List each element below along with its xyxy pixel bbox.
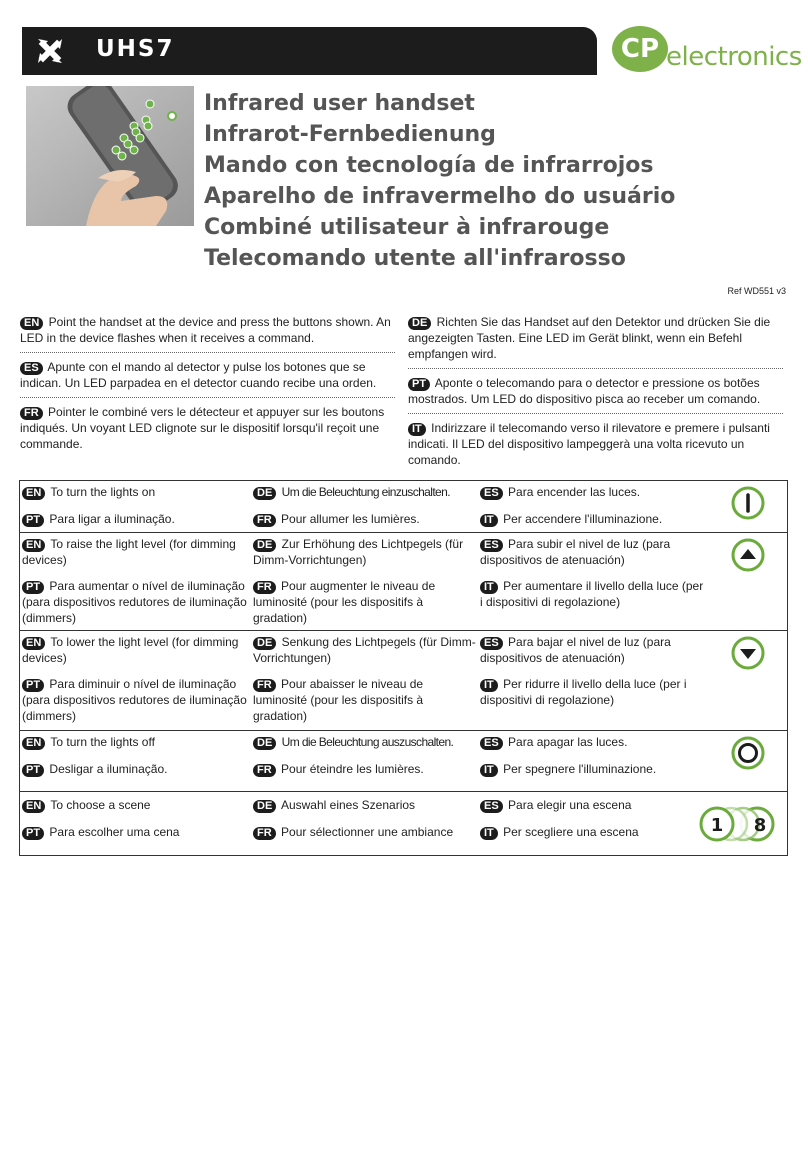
cell-text: Para escolher uma cena [49,825,180,839]
lang-badge: ES [480,637,503,650]
cell-text: Per ridurre il livello della luce (per i dispositivi di regolazione) [480,677,687,707]
title-fr: Combiné utilisateur à infrarouge [204,215,610,240]
cell-it [480,673,712,728]
cell-text: Desligar a iluminação. [49,762,168,776]
intro-right-column [408,314,783,480]
cell-text: Per scegliere una escena [503,825,639,839]
cell-text: Pour sélectionner une ambiance [281,825,454,839]
title-it: Telecomando utente all'infrarosso [204,246,626,271]
intro-left-column [20,314,395,464]
instruction-table [19,480,788,856]
cell-text: Senkung des Lichtpegels (für Dimm-Vorrichtungen) [253,635,476,665]
lang-badge: IT [480,827,498,840]
cell-fr [253,575,480,630]
cell-es [480,794,712,817]
intro-item-it [408,420,783,474]
cell-text: Per aumentare il livello della luce (per i dispositivi di regolazione) [480,579,704,609]
scene-first-label: 1 [710,815,724,836]
remote-cross-icon [34,35,66,67]
cell-it [480,821,712,844]
cell-text: Pour éteindre les lumières. [281,762,424,776]
lang-badge: ES [480,737,503,750]
arrow-down-icon [731,636,765,670]
cell-en [22,533,253,572]
table-row-scene [20,792,787,855]
power-on-icon [731,486,765,520]
lang-badge: DE [253,539,276,552]
cell-de [253,481,480,504]
table-row-lights-on [20,481,787,533]
lang-badge: EN [22,737,45,750]
lang-badge: EN [22,539,45,552]
intro-item-pt [408,375,783,414]
table-row-lower-level [20,631,787,731]
cell-pt [22,508,253,531]
cell-text: To choose a scene [50,798,151,812]
lang-badge: FR [253,581,276,594]
cell-text: Para elegir una escena [508,798,632,812]
document-ref: Ref WD551 v3 [727,286,786,296]
cell-pt [22,758,253,781]
cell-text: Para subir el nivel de luz (para dispositivos de atenuación) [480,537,671,567]
cell-it [480,575,712,630]
lang-badge: DE [253,487,276,500]
lang-badge: DE [408,317,431,330]
cell-en [22,794,253,817]
lang-badge: DE [253,737,276,750]
title-pt: Aparelho de infravermelho do usuário [204,184,676,209]
cell-de [253,731,480,754]
cell-fr [253,758,480,781]
intro-text: Pointer le combiné vers le détecteur et appuyer sur les boutons indiqués. Un voyant LED clignote sur le dispositif lorsqu'il reçoit une commande. [20,405,385,451]
lang-badge: IT [480,581,498,594]
cell-text: To lower the light level (for dimming devices) [22,635,239,665]
lang-badge: EN [22,487,45,500]
cell-es [480,533,712,572]
intro-item-es [20,359,395,398]
cell-fr [253,508,480,531]
lang-badge: ES [20,362,43,375]
intro-text: Indirizzare il telecomando verso il rilevatore e premere i pulsanti indicati. Il LED del dispositivo lampeggerà una volta ricevuto un comando. [408,421,770,467]
cell-text: To turn the lights on [50,485,156,499]
lang-badge: PT [22,581,44,594]
intro-text: Aponte o telecomando para o detector e pressione os botões mostrados. Um LED do dispositivo pisca ao receber um comando. [408,376,761,406]
lang-badge: ES [480,539,503,552]
intro-item-fr [20,404,395,458]
cell-text: Um die Beleuchtung einzuschalten. [281,485,450,499]
cell-it [480,508,712,531]
cell-pt [22,821,253,844]
cell-it [480,758,712,781]
cell-fr [253,821,480,844]
title-list [204,88,675,274]
cell-en [22,631,253,670]
lang-badge: DE [253,637,276,650]
cell-text: Para bajar el nivel de luz (para dispositivos de atenuación) [480,635,671,665]
lang-badge: FR [253,514,276,527]
cell-en [22,731,253,754]
lang-badge: PT [22,764,44,777]
cell-text: Per spegnere l'illuminazione. [503,762,657,776]
power-off-icon [731,736,765,770]
lang-badge: PT [22,827,44,840]
cell-text: Para aumentar o nível de iluminação (para dispositivos redutores de iluminação (dimmers) [22,579,247,625]
table-row-raise-level [20,533,787,631]
title-de: Infrarot-Fernbedienung [204,122,496,147]
cell-text: Pour abaisser le niveau de luminosité (pour les dispositifs à gradation) [253,677,424,723]
cell-de [253,631,480,670]
cell-text: Auswahl eines Szenarios [280,798,416,812]
logo-text: electronics [666,42,802,72]
lang-badge: ES [480,800,503,813]
cell-es [480,631,712,670]
title-es: Mando con tecnología de infrarrojos [204,153,654,178]
intro-item-en [20,314,395,353]
cell-text: Zur Erhöhung des Lichtpegels (für Dimm-Vorrichtungen) [253,537,464,567]
lang-badge: IT [480,764,498,777]
cell-text: Para diminuir o nível de iluminação (para dispositivos redutores de iluminação (dimmers) [22,677,247,723]
header-bar [22,27,597,75]
table-row-lights-off [20,731,787,792]
cell-fr [253,673,480,728]
lang-badge: PT [22,679,44,692]
intro-text: Apunte con el mando al detector y pulse los botones que se indican. Un LED parpadea en el detector cuando recibe una orden. [20,360,377,390]
lang-badge: EN [20,317,43,330]
intro-text: Point the handset at the device and press the buttons shown. An LED in the device flashes when it receives a command. [20,315,391,345]
scene-last-label: 8 [753,815,767,836]
cell-es [480,481,712,504]
lang-badge: FR [20,407,43,420]
lang-badge: FR [253,764,276,777]
lang-badge: PT [22,514,44,527]
intro-item-de [408,314,783,369]
lang-badge: EN [22,800,45,813]
lang-badge: FR [253,679,276,692]
lang-badge: DE [253,800,276,813]
cell-text: Um die Beleuchtung auszuschalten. [281,735,454,749]
cell-text: Para apagar las luces. [508,735,628,749]
intro-text: Richten Sie das Handset auf den Detektor und drücken Sie die angezeigten Tasten. Eine LED im Gerät blinkt, wenn ein Befehl empfangen wird. [408,315,771,361]
lang-badge: FR [253,827,276,840]
cell-text: Para encender las luces. [508,485,641,499]
lang-badge: EN [22,637,45,650]
cell-text: Pour allumer les lumières. [281,512,420,526]
cell-pt [22,673,253,728]
lang-badge: PT [408,378,430,391]
model-name: UHS7 [96,36,175,62]
cell-es [480,731,712,754]
cell-de [253,533,480,572]
logo-cp-mark: CP [612,26,668,72]
cell-pt [22,575,253,630]
arrow-up-icon [731,538,765,572]
cell-text: Per accendere l'illuminazione. [503,512,663,526]
cell-text: To raise the light level (for dimming devices) [22,537,236,567]
cell-text: Pour augmenter le niveau de luminosité (pour les dispositifs à gradation) [253,579,436,625]
lang-badge: ES [480,487,503,500]
cell-en [22,481,253,504]
cell-de [253,794,480,817]
title-en: Infrared user handset [204,91,475,116]
lang-badge: IT [480,679,498,692]
handset-photo [26,86,194,226]
cell-text: To turn the lights off [50,735,155,749]
scene-icon [697,805,777,843]
lang-badge: IT [480,514,498,527]
cell-text: Para ligar a iluminação. [49,512,175,526]
lang-badge: IT [408,423,426,436]
brand-logo [608,20,802,80]
